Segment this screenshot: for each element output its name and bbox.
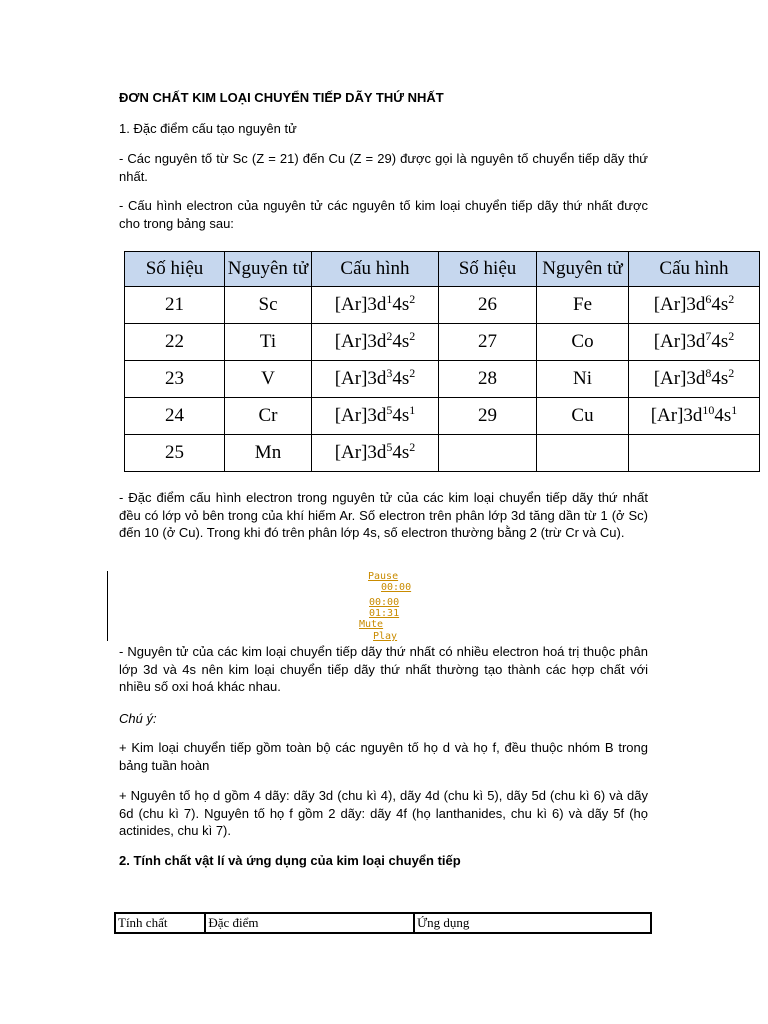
config-4s: 4s bbox=[392, 405, 410, 426]
config-4s: 4s bbox=[392, 331, 410, 352]
config-cell bbox=[629, 361, 760, 398]
paragraph-1: - Các nguyên tố từ Sc (Z = 21) đến Cu (Z = 29) được gọi là nguyên tố chuyển tiếp dãy thứ nhất. bbox=[119, 151, 648, 184]
properties-header-row bbox=[115, 913, 651, 933]
table-row bbox=[125, 324, 760, 361]
header-cell: Ứng dụng bbox=[414, 913, 651, 933]
d-electrons: 10 bbox=[702, 403, 715, 417]
s-electrons: 2 bbox=[409, 440, 416, 454]
element-cell: Ni bbox=[537, 361, 629, 398]
config-cell bbox=[312, 287, 439, 324]
element-cell: Sc bbox=[225, 287, 312, 324]
element-cell: V bbox=[225, 361, 312, 398]
config-base: [Ar]3d bbox=[334, 368, 387, 389]
config-base: [Ar]3d bbox=[334, 331, 387, 352]
config-cell bbox=[629, 287, 760, 324]
s-electrons: 2 bbox=[728, 292, 735, 306]
table-header-row bbox=[125, 252, 760, 287]
config-4s: 4s bbox=[711, 331, 729, 352]
atomic-number-cell: 23 bbox=[125, 361, 225, 398]
config-cell bbox=[312, 435, 439, 472]
d-electrons: 6 bbox=[705, 292, 712, 306]
config-cell bbox=[312, 398, 439, 435]
document-title: ĐƠN CHẤT KIM LOẠI CHUYỂN TIẾP DÃY THỨ NHẤT bbox=[119, 90, 444, 105]
d-electrons: 8 bbox=[705, 366, 712, 380]
electron-config-table bbox=[124, 251, 760, 472]
media-divider bbox=[107, 571, 108, 641]
table-row bbox=[125, 361, 760, 398]
paragraph-2: - Cấu hình electron của nguyên tử các nguyên tố kim loại chuyển tiếp dãy thứ nhất được cho trong bảng sau: bbox=[119, 198, 648, 231]
note-label: Chú ý: bbox=[119, 711, 157, 726]
config-base: [Ar]3d bbox=[334, 294, 387, 315]
s-electrons: 2 bbox=[409, 329, 416, 343]
atomic-number-cell: 27 bbox=[439, 324, 537, 361]
element-cell: Cu bbox=[537, 398, 629, 435]
s-electrons: 2 bbox=[409, 292, 416, 306]
properties-table bbox=[114, 912, 652, 934]
d-electrons: 7 bbox=[705, 329, 712, 343]
element-cell: Cr bbox=[225, 398, 312, 435]
s-electrons: 2 bbox=[728, 329, 735, 343]
mute-button[interactable]: Mute bbox=[359, 619, 384, 630]
config-4s: 4s bbox=[711, 368, 729, 389]
config-4s: 4s bbox=[392, 368, 410, 389]
atomic-number-cell: 25 bbox=[125, 435, 225, 472]
config-base: [Ar]3d bbox=[653, 331, 706, 352]
play-button[interactable]: Play bbox=[373, 631, 398, 642]
note-1: + Kim loại chuyển tiếp gồm toàn bộ các nguyên tố họ d và họ f, đều thuộc nhóm B trong bảng tuần hoàn bbox=[119, 740, 648, 773]
header-cell: Cấu hình bbox=[629, 252, 760, 287]
section1-heading: 1. Đặc điểm cấu tạo nguyên tử bbox=[119, 121, 297, 136]
config-base: [Ar]3d bbox=[653, 368, 706, 389]
s-electrons: 1 bbox=[409, 403, 416, 417]
table-row bbox=[125, 435, 760, 472]
section2-heading: 2. Tính chất vật lí và ứng dụng của kim loại chuyển tiếp bbox=[119, 853, 461, 868]
config-base: [Ar]3d bbox=[650, 405, 703, 426]
config-cell bbox=[629, 435, 760, 472]
config-base: [Ar]3d bbox=[334, 405, 387, 426]
current-time: 00:00 bbox=[381, 582, 412, 593]
element-cell: Fe bbox=[537, 287, 629, 324]
config-cell bbox=[312, 324, 439, 361]
config-4s: 4s bbox=[392, 294, 410, 315]
table-row bbox=[125, 398, 760, 435]
atomic-number-cell: 21 bbox=[125, 287, 225, 324]
d-electrons: 2 bbox=[386, 329, 393, 343]
header-cell: Cấu hình bbox=[312, 252, 439, 287]
d-electrons: 3 bbox=[386, 366, 393, 380]
config-4s: 4s bbox=[714, 405, 732, 426]
header-cell: Đặc điểm bbox=[205, 913, 414, 933]
config-4s: 4s bbox=[392, 442, 410, 463]
duration-time: 01:31 bbox=[369, 608, 400, 619]
paragraph-4: - Nguyên tử của các kim loại chuyển tiếp dãy thứ nhất có nhiều electron hoá trị thuộc phân lớp 3d và 4s nên kim loại chuyển tiếp dãy thứ nhất thường tạo thành các hợp chất với nhiều số oxi hoá khác nhau. bbox=[119, 644, 648, 695]
element-cell bbox=[537, 435, 629, 472]
elapsed-time: 00:00 bbox=[369, 597, 400, 608]
s-electrons: 2 bbox=[409, 366, 416, 380]
atomic-number-cell: 26 bbox=[439, 287, 537, 324]
element-cell: Mn bbox=[225, 435, 312, 472]
atomic-number-cell: 28 bbox=[439, 361, 537, 398]
header-cell: Số hiệu bbox=[125, 252, 225, 287]
config-cell bbox=[629, 398, 760, 435]
atomic-number-cell: 29 bbox=[439, 398, 537, 435]
s-electrons: 2 bbox=[728, 366, 735, 380]
pause-button[interactable]: Pause bbox=[368, 571, 399, 582]
element-cell: Co bbox=[537, 324, 629, 361]
note-2: + Nguyên tố họ d gồm 4 dãy: dãy 3d (chu kì 4), dãy 4d (chu kì 5), dãy 5d (chu kì 6) và dãy 6d (chu kì 7). Nguyên tố họ f gồm 2 dãy: dãy 4f (họ lanthanides, chu kì 6) và dãy 5f (họ actinides, chu kì 7). bbox=[119, 788, 648, 839]
d-electrons: 5 bbox=[386, 403, 393, 417]
s-electrons: 1 bbox=[731, 403, 738, 417]
table-body bbox=[125, 287, 760, 472]
paragraph-3: - Đặc điểm cấu hình electron trong nguyên tử của các kim loại chuyển tiếp dãy thứ nhất đều có lớp vỏ bên trong của khí hiếm Ar. Số electron trên phân lớp 3d tăng dần từ 1 (ở Sc) đến 10 (ở Cu). Trong khi đó trên phân lớp 4s, số electron thường bằng 2 (trừ Cr và Cu). bbox=[119, 490, 648, 541]
atomic-number-cell: 24 bbox=[125, 398, 225, 435]
config-4s: 4s bbox=[711, 294, 729, 315]
d-electrons: 5 bbox=[386, 440, 393, 454]
config-cell bbox=[312, 361, 439, 398]
config-base: [Ar]3d bbox=[334, 442, 387, 463]
table-row bbox=[125, 287, 760, 324]
header-cell: Nguyên tử bbox=[537, 252, 629, 287]
element-cell: Ti bbox=[225, 324, 312, 361]
d-electrons: 1 bbox=[386, 292, 393, 306]
config-base: [Ar]3d bbox=[653, 294, 706, 315]
config-cell bbox=[629, 324, 760, 361]
atomic-number-cell: 22 bbox=[125, 324, 225, 361]
header-cell: Số hiệu bbox=[439, 252, 537, 287]
atomic-number-cell bbox=[439, 435, 537, 472]
header-cell: Nguyên tử bbox=[225, 252, 312, 287]
header-cell: Tính chất bbox=[118, 915, 168, 930]
